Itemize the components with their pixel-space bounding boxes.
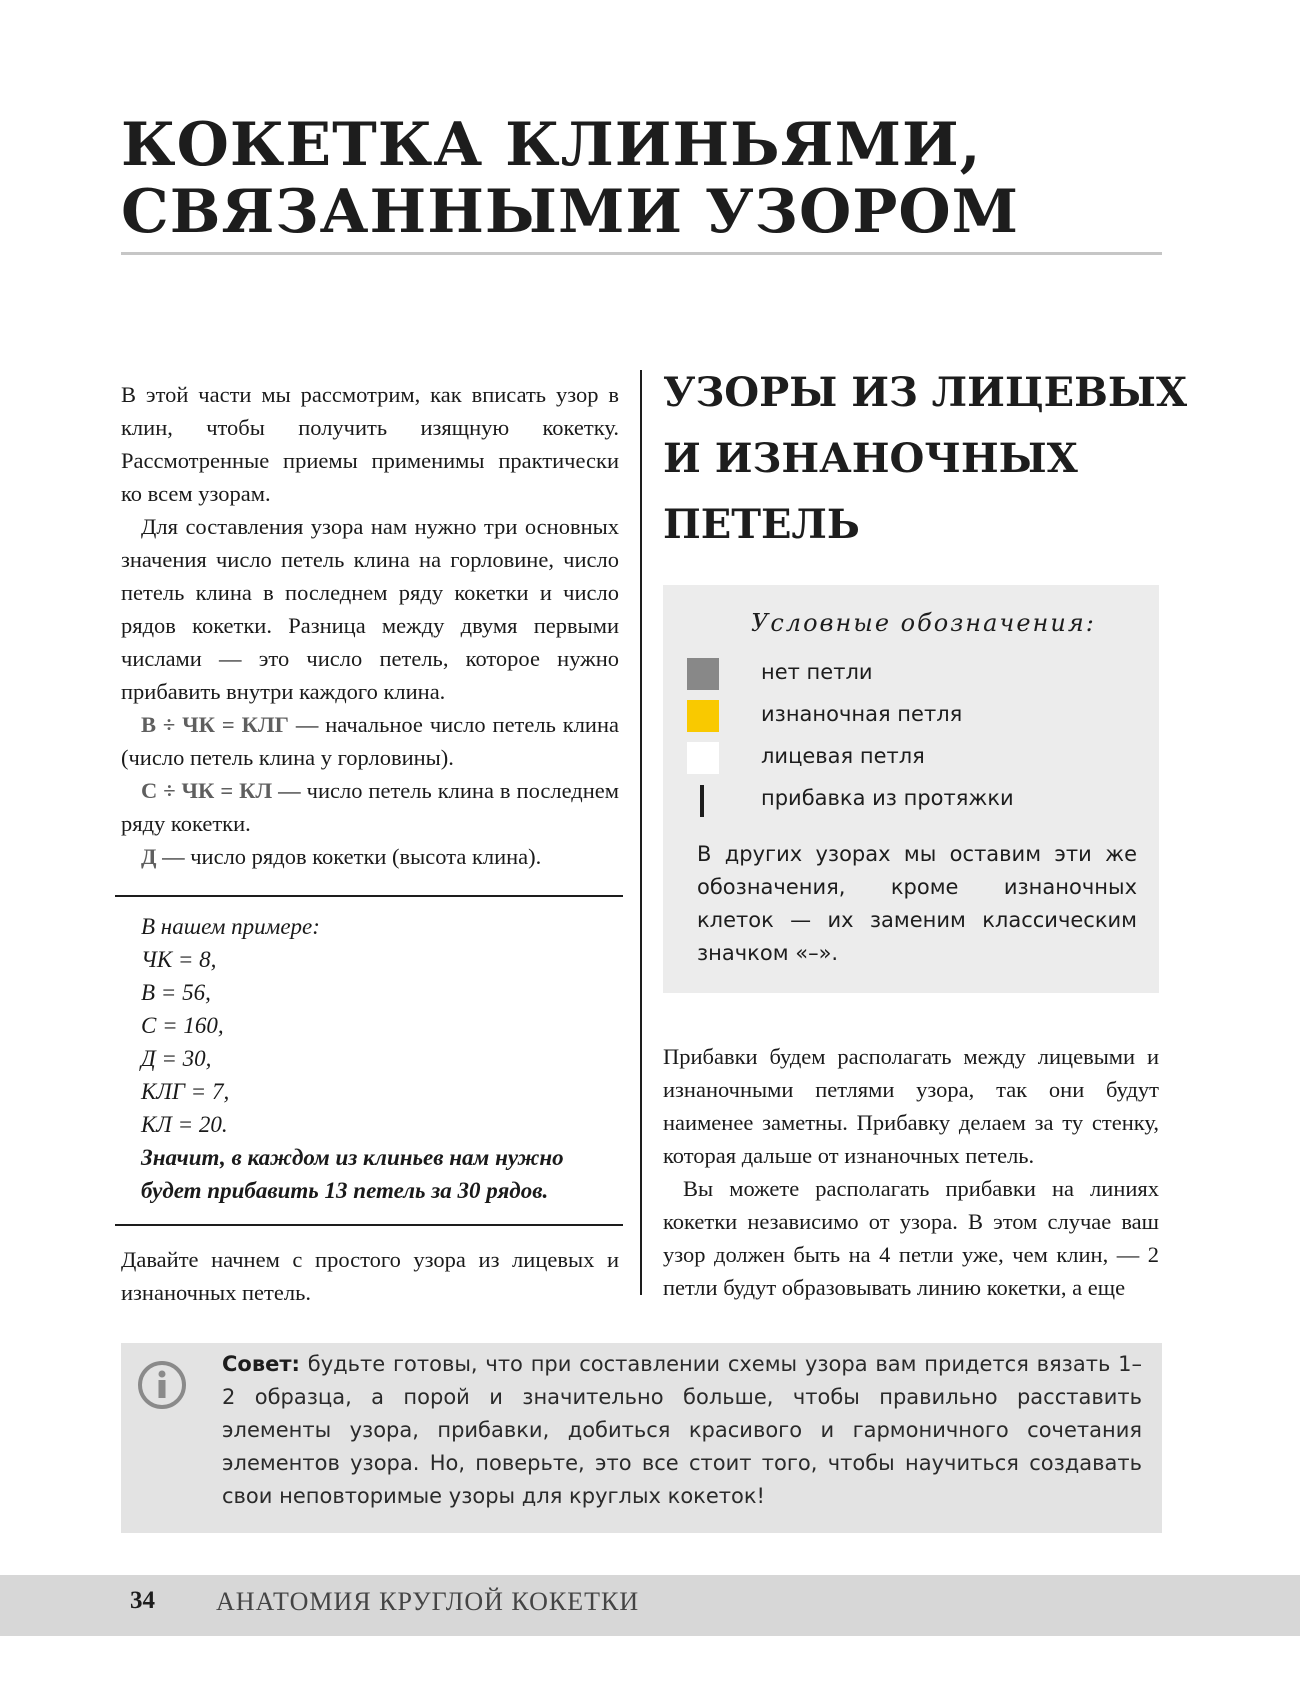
title-underline bbox=[121, 252, 1162, 255]
section-title-line2: И ИЗНАНОЧНЫХ bbox=[663, 435, 1078, 482]
vertical-bar-icon bbox=[700, 785, 704, 817]
left-column bbox=[121, 378, 619, 873]
legend-item-purl bbox=[687, 698, 1127, 732]
legend-heading: Условные обозначения: bbox=[751, 609, 1096, 637]
section-title bbox=[663, 360, 1188, 558]
section-title-line3: ПЕТЕЛЬ bbox=[663, 501, 860, 548]
example-heading: В нашем примере: bbox=[141, 914, 320, 939]
yellow-square-icon bbox=[687, 700, 719, 732]
legend-label: прибавка из протяжки bbox=[761, 786, 1014, 810]
example-conclusion: Значит, в каждом из клиньев нам нужно будет прибавить 13 петель за 30 рядов. bbox=[141, 1145, 564, 1203]
formula-kl bbox=[121, 774, 619, 840]
page-footer bbox=[0, 1575, 1300, 1636]
legend-label: изнаночная петля bbox=[761, 702, 963, 726]
info-icon bbox=[137, 1360, 187, 1410]
example-line: КЛГ = 7, bbox=[141, 1079, 230, 1104]
column-divider bbox=[640, 370, 642, 1295]
legend-box bbox=[663, 585, 1159, 993]
tip-body: будьте готовы, что при составлении схемы узора вам придется вязать 1–2 образца, а порой и значительно больше, чтобы правильно расставить элементы узора, прибавки, добиться красивого и гармоничного сочетания элементов узора. Но, поверьте, это все стоит того, чтобы научиться создавать свои неповторимые узоры для круглых кокеток! bbox=[222, 1352, 1142, 1508]
legend-label: лицевая петля bbox=[761, 744, 925, 768]
example-line: Д = 30, bbox=[141, 1046, 212, 1071]
formula-kl-description: — число петель клина в последнем ряду кокетки. bbox=[121, 778, 619, 836]
tip-text bbox=[222, 1348, 1142, 1513]
yoke-lines-paragraph: Вы можете располагать прибавки на линиях кокетки независимо от узора. В этом случае ваш узор должен быть на 4 петли уже, чем клин, — 2 петли будут образовывать линию кокетки, а еще bbox=[663, 1176, 1159, 1300]
example-box bbox=[115, 895, 623, 1226]
running-title: АНАТОМИЯ КРУГЛОЙ КОКЕТКИ bbox=[216, 1587, 640, 1616]
legend-item-increase bbox=[687, 782, 1127, 816]
formula-klg-expression: В ÷ ЧК = КЛГ bbox=[141, 712, 289, 737]
formula-d bbox=[121, 840, 619, 873]
page-title bbox=[121, 112, 1121, 246]
example-content bbox=[141, 910, 601, 1207]
formula-klg bbox=[121, 708, 619, 774]
example-line: КЛ = 20. bbox=[141, 1112, 228, 1137]
gray-square-icon bbox=[687, 658, 719, 690]
formula-kl-expression: С ÷ ЧК = КЛ bbox=[141, 778, 273, 803]
left-closing-paragraph: Давайте начнем с простого узора из лицевых и изнаночных петель. bbox=[121, 1247, 619, 1305]
example-line: ЧК = 8, bbox=[141, 947, 217, 972]
example-line: В = 56, bbox=[141, 980, 211, 1005]
section-title-line1: УЗОРЫ ИЗ ЛИЦЕВЫХ bbox=[663, 369, 1188, 416]
formula-klg-description: — начальное число петель клина (число петель клина у горловины). bbox=[121, 712, 619, 770]
increases-paragraph: Прибавки будем располагать между лицевыми и изнаночными петлями узора, так они будут наименее заметны. Прибавку делаем за ту стенку, которая дальше от изнаночных петель. bbox=[663, 1044, 1159, 1168]
legend-item-no-stitch bbox=[687, 656, 1127, 690]
page-title-line2: СВЯЗАННЫМИ УЗОРОМ bbox=[121, 177, 1020, 247]
legend-item-knit bbox=[687, 740, 1127, 774]
legend-label: нет петли bbox=[761, 660, 873, 684]
values-paragraph: Для составления узора нам нужно три основных значения число петель клина на горловине, число петель клина в последнем ряду кокетки и число рядов кокетки. Разница между двумя первыми числами — это число петель, которое нужно прибавить внутри каждого клина. bbox=[121, 514, 619, 704]
tip-label: Совет: bbox=[222, 1352, 300, 1376]
page-title-line1: КОКЕТКА КЛИНЬЯМИ, bbox=[121, 110, 982, 180]
example-line: С = 160, bbox=[141, 1013, 224, 1038]
white-square-icon bbox=[687, 742, 719, 774]
formula-d-expression: Д bbox=[141, 844, 157, 869]
right-column bbox=[663, 1040, 1159, 1304]
tip-box bbox=[121, 1343, 1162, 1533]
intro-paragraph: В этой части мы рассмотрим, как вписать узор в клин, чтобы получить изящную кокетку. Рассмотренные приемы применимы практически ко всем узорам. bbox=[121, 382, 619, 506]
formula-d-description: — число рядов кокетки (высота клина). bbox=[156, 844, 542, 869]
page-number: 34 bbox=[130, 1587, 155, 1614]
legend-note: В других узорах мы оставим эти же обозначения, кроме изнаночных клеток — их заменим классическим значком «–». bbox=[697, 842, 1137, 965]
